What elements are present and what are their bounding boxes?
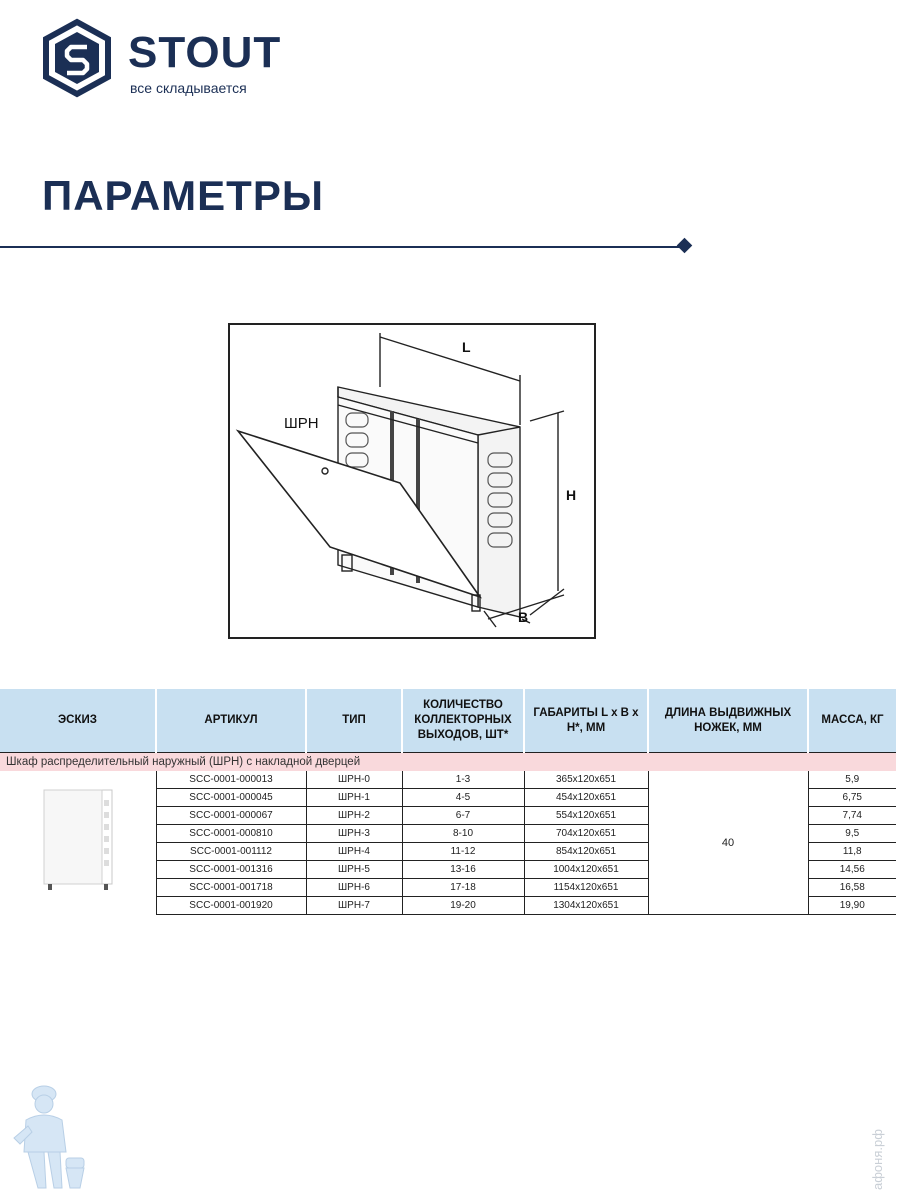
mass-cell: 16,58 [808,879,896,897]
article-cell: SCC-0001-000045 [156,789,306,807]
section-row [0,753,896,772]
article-cell: SCC-0001-001112 [156,843,306,861]
watermark-text: афоня.рф [870,1129,885,1190]
outputs-cell: 8-10 [402,825,524,843]
article-cell: SCC-0001-000810 [156,825,306,843]
page-title: ПАРАМЕТРЫ [42,172,324,219]
plumber-mascot [10,1080,90,1200]
header-type: ТИП [306,689,402,753]
mass-cell: 11,8 [808,843,896,861]
mass-cell: 7,74 [808,807,896,825]
article-cell: SCC-0001-000013 [156,771,306,789]
dimensions-cell: 1004x120x651 [524,861,648,879]
stout-logo-icon [42,18,112,98]
section-title: Шкаф распределительный наружный (ШРН) с накладной дверцей [0,753,896,772]
article-cell: SCC-0001-001316 [156,861,306,879]
type-cell: ШРН-3 [306,825,402,843]
cabinet-dimension-drawing [228,323,596,639]
spec-table [0,689,896,915]
title-divider [0,246,686,248]
outputs-cell: 11-12 [402,843,524,861]
plumber-mascot-icon [10,1080,90,1195]
header-outputs: КОЛИЧЕСТВО КОЛЛЕКТОРНЫХ ВЫХОДОВ, ШТ* [402,689,524,753]
type-label: ШРН [284,415,319,432]
cabinet-thumbnail-icon [38,786,118,896]
outputs-cell: 13-16 [402,861,524,879]
header-mass: МАССА, КГ [808,689,896,753]
outputs-cell: 1-3 [402,771,524,789]
dimensions-cell: 554x120x651 [524,807,648,825]
mass-cell: 19,90 [808,897,896,915]
article-cell: SCC-0001-001718 [156,879,306,897]
height-label: H [566,487,577,503]
table-header-row [0,689,896,753]
mass-cell: 5,9 [808,771,896,789]
article-cell: SCC-0001-001920 [156,897,306,915]
brand-tagline: все складывается [130,80,247,96]
type-cell: ШРН-5 [306,861,402,879]
length-label: L [462,339,471,355]
type-cell: ШРН-6 [306,879,402,897]
dimensions-cell: 704x120x651 [524,825,648,843]
table-row [0,771,896,789]
type-cell: ШРН-7 [306,897,402,915]
brand-name: STOUT [128,28,282,77]
dimensions-cell: 365x120x651 [524,771,648,789]
outputs-cell: 17-18 [402,879,524,897]
type-cell: ШРН-4 [306,843,402,861]
legs-length-cell: 40 [648,771,808,915]
header-article: АРТИКУЛ [156,689,306,753]
product-thumbnail-cell [0,771,156,915]
type-cell: ШРН-1 [306,789,402,807]
dimensions-cell: 1304x120x651 [524,897,648,915]
outputs-cell: 6-7 [402,807,524,825]
article-cell: SCC-0001-000067 [156,807,306,825]
site-watermark [870,1090,890,1200]
mass-cell: 6,75 [808,789,896,807]
outputs-cell: 4-5 [402,789,524,807]
dimensions-cell: 854x120x651 [524,843,648,861]
mass-cell: 9,5 [808,825,896,843]
outputs-cell: 19-20 [402,897,524,915]
depth-label: B [518,609,529,625]
type-cell: ШРН-2 [306,807,402,825]
header-legs: ДЛИНА ВЫДВИЖНЫХ НОЖЕК, ММ [648,689,808,753]
divider-diamond-icon [677,238,693,254]
header-dimensions: ГАБАРИТЫ L x B x H*, ММ [524,689,648,753]
dimensions-cell: 454x120x651 [524,789,648,807]
brand-logo [42,18,302,104]
cabinet-sketch-icon [230,325,594,637]
type-cell: ШРН-0 [306,771,402,789]
dimensions-cell: 1154x120x651 [524,879,648,897]
header-sketch: ЭСКИЗ [0,689,156,753]
mass-cell: 14,56 [808,861,896,879]
